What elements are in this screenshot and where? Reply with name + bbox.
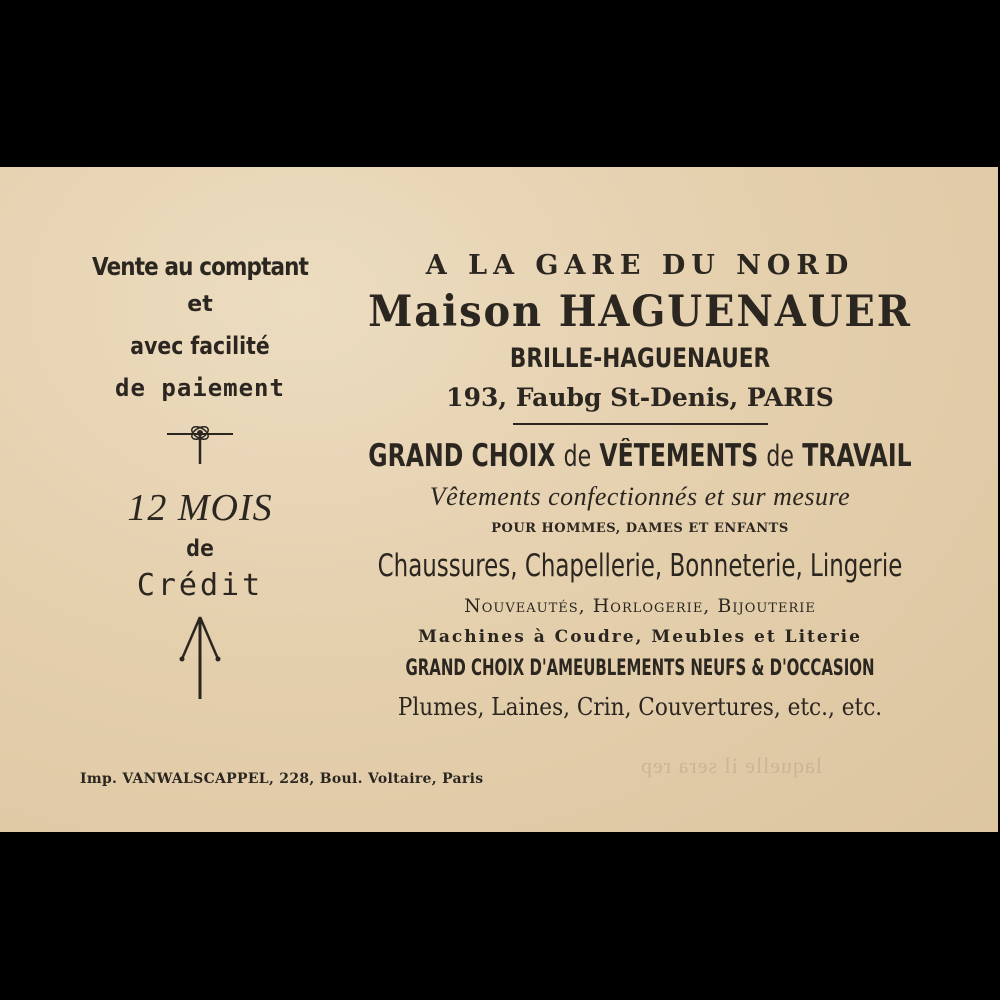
shop-location: A LA GARE DU NORD <box>425 250 855 281</box>
headline-part: GRAND CHOIX <box>368 438 556 474</box>
sales-terms-line1: Vente au comptant <box>91 252 309 281</box>
products-line-1: Chaussures, Chapellerie, Bonneterie, Lingerie <box>377 548 903 584</box>
divider-rule <box>513 423 768 425</box>
audience-line: POUR HOMMES, DAMES ET ENFANTS <box>491 521 789 536</box>
bleed-through-text: laquelle il sera rep <box>640 753 822 778</box>
payment-terms-column <box>60 252 340 703</box>
shop-name-prefix: Maison <box>368 287 543 337</box>
headline <box>344 433 937 479</box>
shop-details-column <box>330 247 950 727</box>
headline-part: TRAVAIL <box>802 438 912 474</box>
products-line-3: Machines à Coudre, Meubles et Literie <box>418 627 862 647</box>
shop-subname: BRILLE-HAGUENAUER <box>509 343 771 374</box>
business-card <box>0 167 998 832</box>
sales-terms-line3: avec facilité <box>130 332 270 360</box>
arrow-up-icon <box>170 613 230 703</box>
products-line-2: Nouveautés, Horlogerie, Bijouterie <box>464 595 816 617</box>
headline-part: VÊTEMENTS <box>599 438 759 474</box>
shop-address: 193, Faubg St-Denis, PARIS <box>446 383 834 412</box>
sales-terms-line2: et <box>187 292 213 317</box>
sales-terms-line4: de paiement <box>115 374 285 402</box>
products-line-5: Plumes, Laines, Crin, Couvertures, etc., etc. <box>397 693 883 721</box>
printer-imprint: Imp. VANWALSCAPPEL, 228, Boul. Voltaire, Paris <box>80 771 484 787</box>
tagline: Vêtements confectionnés et sur mesure <box>429 482 851 511</box>
shop-name <box>352 285 929 339</box>
shop-name-main: HAGUENAUER <box>558 287 912 337</box>
credit-label: Crédit <box>136 568 264 603</box>
headline-part: de <box>563 439 592 473</box>
credit-term: 12 MOIS <box>127 487 273 529</box>
headline-part: de <box>766 439 794 473</box>
products-line-4: GRAND CHOIX D'AMEUBLEMENTS NEUFS & D'OCCASION <box>405 656 875 681</box>
fleuron-cross-icon <box>165 420 235 468</box>
credit-de: de <box>186 536 214 562</box>
